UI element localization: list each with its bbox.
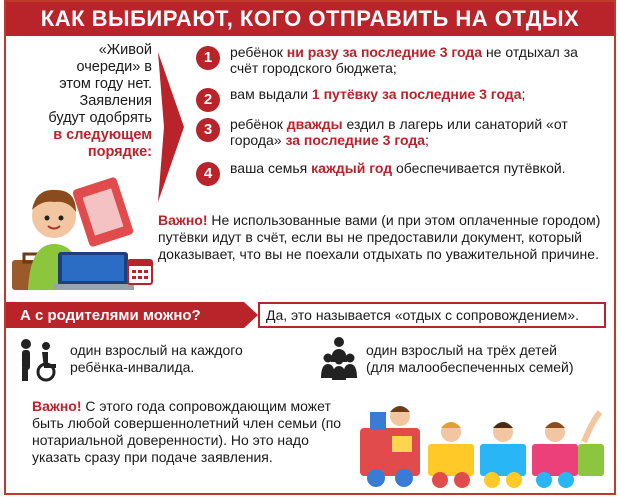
accompany-lowincome xyxy=(366,342,574,376)
step-text: ребёнок xyxy=(230,44,287,60)
step-highlight: за последние 3 года xyxy=(285,132,426,148)
step-text: ; xyxy=(425,132,429,148)
step-number: 2 xyxy=(196,88,220,112)
intro-line: будут одобрять xyxy=(48,110,152,126)
children-train-illustration xyxy=(356,382,608,490)
chevron-arrow-icon xyxy=(158,52,184,202)
intro-line: Заявления xyxy=(79,93,152,109)
step-text: не отдыхал за счёт городского бюджета; xyxy=(230,44,578,76)
step-highlight: дважды xyxy=(286,116,343,132)
step-item xyxy=(196,116,606,148)
intro-text xyxy=(18,42,152,161)
intro-red-line: порядке: xyxy=(87,144,152,160)
page-title: КАК ВЫБИРАЮТ, КОГО ОТПРАВИТЬ НА ОТДЫХ xyxy=(6,2,614,36)
step-highlight: 1 путёвку за последние 3 года xyxy=(311,86,522,102)
intro-red-line: в следующем xyxy=(53,127,152,143)
important-note-1 xyxy=(158,212,608,263)
important-label: Важно! xyxy=(158,212,208,228)
step-text: ребёнок xyxy=(230,116,287,132)
band-answer: Да, это называется «отдых с сопровождением». xyxy=(258,302,606,328)
accompany-text: ребёнка-инвалида. xyxy=(70,359,195,375)
accompany-text: один взрослый на трёх детей xyxy=(366,342,557,358)
step-number: 1 xyxy=(196,46,220,70)
important-note-2 xyxy=(32,398,352,466)
step-text: ваша семья xyxy=(230,160,312,176)
intro-line: очереди» в xyxy=(76,59,152,75)
step-highlight: каждый год xyxy=(311,160,393,176)
step-item xyxy=(196,44,606,76)
step-number: 4 xyxy=(196,162,220,186)
step-item xyxy=(196,86,606,108)
step-highlight: ни разу за последние 3 года xyxy=(286,44,483,60)
accompany-disabled xyxy=(70,342,243,376)
step-text: вам выдали xyxy=(230,86,312,102)
family-icon xyxy=(320,336,358,380)
accompany-text: (для малообеспеченных семей) xyxy=(366,359,574,375)
step-number: 3 xyxy=(196,118,220,142)
step-text: ; xyxy=(521,86,526,102)
wheelchair-icon xyxy=(16,338,60,382)
question-band xyxy=(6,300,614,330)
boy-with-laptop-illustration xyxy=(10,160,158,300)
important-text: С этого года сопровождающим может быть любой совершеннолетний член семьи (по нотариальной доверенности). Но это надо указать сразу при подаче заявления. xyxy=(32,398,342,465)
band-question: А с родителями можно? xyxy=(6,302,244,328)
intro-line: «Живой xyxy=(98,42,152,58)
accompany-text: один взрослый на каждого xyxy=(70,342,243,358)
intro-line: этом году нет. xyxy=(59,76,152,92)
important-label: Важно! xyxy=(32,398,82,414)
step-text: ездил в лагерь или санаторий «от города» xyxy=(230,116,568,148)
priority-steps xyxy=(196,44,606,184)
step-item xyxy=(196,160,606,182)
step-text: обеспечивается путёвкой. xyxy=(392,160,566,176)
important-text: Не использованные вами (и при этом оплаченные городом) путёвки идут в счёт, если вы не предоставили документ, который доказывает, что вы не поехали отдыхать по уважительной причине. xyxy=(158,212,601,262)
